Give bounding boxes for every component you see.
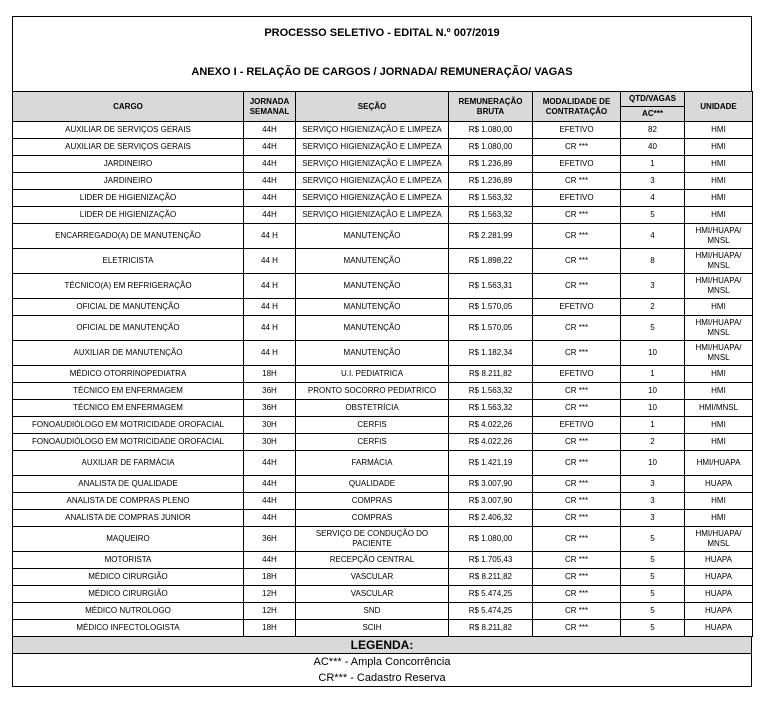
cell-cargo: JARDINEIRO — [13, 173, 244, 190]
cell-jornada: 44H — [244, 552, 296, 569]
cell-remuneracao: R$ 5.474,25 — [449, 586, 533, 603]
cell-qtd: 5 — [621, 620, 685, 637]
cell-qtd: 5 — [621, 552, 685, 569]
table-row — [13, 383, 753, 400]
cell-remuneracao: R$ 1.236,89 — [449, 173, 533, 190]
header-cargo: CARGO — [13, 92, 244, 122]
cell-remuneracao: R$ 3.007,90 — [449, 476, 533, 493]
cell-jornada: 30H — [244, 417, 296, 434]
cell-qtd: 10 — [621, 400, 685, 417]
cell-secao: SERVIÇO HIGIENIZAÇÃO E LIMPEZA — [296, 207, 449, 224]
cell-unidade: HMI — [685, 207, 753, 224]
cell-unidade: HMI — [685, 417, 753, 434]
cell-unidade: HUAPA — [685, 569, 753, 586]
cell-jornada: 44H — [244, 156, 296, 173]
cell-qtd: 3 — [621, 173, 685, 190]
cell-qtd: 1 — [621, 366, 685, 383]
header-modalidade: MODALIDADE DE CONTRATAÇÃO — [533, 92, 621, 122]
table-row — [13, 493, 753, 510]
cell-remuneracao: R$ 1.563,31 — [449, 274, 533, 299]
cell-jornada: 12H — [244, 586, 296, 603]
cell-cargo: ANALISTA DE COMPRAS JUNIOR — [13, 510, 244, 527]
cell-secao: CERFIS — [296, 434, 449, 451]
table-row — [13, 274, 753, 299]
cell-modalidade: CR *** — [533, 139, 621, 156]
cell-remuneracao: R$ 1.705,43 — [449, 552, 533, 569]
table-row — [13, 249, 753, 274]
table-row — [13, 510, 753, 527]
cell-remuneracao: R$ 1.563,32 — [449, 190, 533, 207]
cell-cargo: AUXILIAR DE SERVIÇOS GERAIS — [13, 122, 244, 139]
cell-secao: SERVIÇO HIGIENIZAÇÃO E LIMPEZA — [296, 139, 449, 156]
cell-cargo: MÉDICO NUTROLOGO — [13, 603, 244, 620]
table-row — [13, 224, 753, 249]
cell-secao: MANUTENÇÃO — [296, 249, 449, 274]
cell-unidade: HMI/HUAPA/ MNSL — [685, 316, 753, 341]
cell-secao: SERVIÇO HIGIENIZAÇÃO E LIMPEZA — [296, 156, 449, 173]
cell-remuneracao: R$ 1.080,00 — [449, 122, 533, 139]
header-ac: AC*** — [621, 107, 685, 122]
cell-qtd: 5 — [621, 207, 685, 224]
table-row — [13, 156, 753, 173]
cell-modalidade: CR *** — [533, 434, 621, 451]
cell-qtd: 1 — [621, 156, 685, 173]
cell-unidade: HMI — [685, 383, 753, 400]
cell-unidade: HMI — [685, 366, 753, 383]
cell-secao: VASCULAR — [296, 569, 449, 586]
cell-jornada: 44H — [244, 476, 296, 493]
cell-modalidade: CR *** — [533, 341, 621, 366]
cell-secao: OBSTETRÍCIA — [296, 400, 449, 417]
cell-unidade: HMI/HUAPA/ MNSL — [685, 274, 753, 299]
cell-modalidade: CR *** — [533, 249, 621, 274]
header-unidade: UNIDADE — [685, 92, 753, 122]
cell-jornada: 12H — [244, 603, 296, 620]
cell-secao: SND — [296, 603, 449, 620]
cell-jornada: 44 H — [244, 274, 296, 299]
cell-unidade: HMI/HUAPA/ MNSL — [685, 249, 753, 274]
table-row — [13, 476, 753, 493]
cell-jornada: 18H — [244, 620, 296, 637]
cell-modalidade: EFETIVO — [533, 156, 621, 173]
cell-jornada: 36H — [244, 383, 296, 400]
cell-modalidade: EFETIVO — [533, 366, 621, 383]
cell-jornada: 44 H — [244, 341, 296, 366]
cell-jornada: 44 H — [244, 316, 296, 341]
document — [12, 16, 752, 687]
table-row — [13, 620, 753, 637]
legend — [12, 637, 752, 687]
legend-item-ac: AC*** - Ampla Concorrência — [313, 656, 451, 668]
table-row — [13, 569, 753, 586]
cell-qtd: 4 — [621, 190, 685, 207]
cell-cargo: AUXILIAR DE SERVIÇOS GERAIS — [13, 139, 244, 156]
cell-qtd: 2 — [621, 434, 685, 451]
cell-remuneracao: R$ 1.570,05 — [449, 299, 533, 316]
cell-qtd: 4 — [621, 224, 685, 249]
cell-unidade: HMI — [685, 122, 753, 139]
table-row — [13, 139, 753, 156]
cell-secao: SERVIÇO HIGIENIZAÇÃO E LIMPEZA — [296, 122, 449, 139]
cell-unidade: HMI — [685, 510, 753, 527]
cell-jornada: 44H — [244, 173, 296, 190]
cell-unidade: HUAPA — [685, 603, 753, 620]
cell-jornada: 44 H — [244, 249, 296, 274]
table-row — [13, 400, 753, 417]
cell-cargo: MÉDICO CIRURGIÃO — [13, 586, 244, 603]
cell-qtd: 1 — [621, 417, 685, 434]
cell-cargo: AUXILIAR DE FARMÁCIA — [13, 451, 244, 476]
cell-qtd: 10 — [621, 341, 685, 366]
cell-cargo: ANALISTA DE COMPRAS PLENO — [13, 493, 244, 510]
cell-cargo: FONOAUDIÓLOGO EM MOTRICIDADE OROFACIAL — [13, 417, 244, 434]
cell-jornada: 36H — [244, 527, 296, 552]
cell-modalidade: EFETIVO — [533, 122, 621, 139]
table-row — [13, 451, 753, 476]
cell-cargo: OFICIAL DE MANUTENÇÃO — [13, 299, 244, 316]
table-row — [13, 366, 753, 383]
cell-remuneracao: R$ 1.080,00 — [449, 527, 533, 552]
cell-modalidade: CR *** — [533, 493, 621, 510]
cell-jornada: 44H — [244, 207, 296, 224]
cell-unidade: HMI — [685, 299, 753, 316]
cell-qtd: 5 — [621, 316, 685, 341]
cell-unidade: HMI — [685, 139, 753, 156]
cell-secao: MANUTENÇÃO — [296, 274, 449, 299]
cell-secao: SERVIÇO DE CONDUÇÃO DO PACIENTE — [296, 527, 449, 552]
cell-jornada: 44 H — [244, 224, 296, 249]
cell-qtd: 40 — [621, 139, 685, 156]
cell-remuneracao: R$ 5.474,25 — [449, 603, 533, 620]
cell-unidade: HMI/HUAPA/ MNSL — [685, 341, 753, 366]
cell-secao: SERVIÇO HIGIENIZAÇÃO E LIMPEZA — [296, 173, 449, 190]
cell-jornada: 44H — [244, 122, 296, 139]
table-row — [13, 417, 753, 434]
positions-table — [12, 91, 753, 637]
document-title: PROCESSO SELETIVO - EDITAL N.º 007/2019 — [264, 27, 500, 39]
cell-cargo: MÉDICO INFECTOLOGISTA — [13, 620, 244, 637]
cell-qtd: 10 — [621, 383, 685, 400]
header-jornada: JORNADA SEMANAL — [244, 92, 296, 122]
cell-modalidade: CR *** — [533, 569, 621, 586]
cell-secao: FARMÁCIA — [296, 451, 449, 476]
cell-modalidade: EFETIVO — [533, 190, 621, 207]
cell-remuneracao: R$ 1.182,34 — [449, 341, 533, 366]
cell-secao: QUALIDADE — [296, 476, 449, 493]
table-row — [13, 122, 753, 139]
cell-unidade: HMI/HUAPA — [685, 451, 753, 476]
cell-jornada: 44H — [244, 190, 296, 207]
cell-remuneracao: R$ 1.570,05 — [449, 316, 533, 341]
cell-jornada: 44H — [244, 451, 296, 476]
cell-unidade: HMI/HUAPA/ MNSL — [685, 224, 753, 249]
cell-remuneracao: R$ 1.080,00 — [449, 139, 533, 156]
header-remuneracao: REMUNERAÇÃO BRUTA — [449, 92, 533, 122]
cell-cargo: MOTORISTA — [13, 552, 244, 569]
table-row — [13, 316, 753, 341]
cell-cargo: ELETRICISTA — [13, 249, 244, 274]
cell-remuneracao: R$ 8.211,82 — [449, 569, 533, 586]
cell-qtd: 10 — [621, 451, 685, 476]
cell-jornada: 18H — [244, 366, 296, 383]
title-block — [12, 16, 752, 91]
cell-remuneracao: R$ 1.563,32 — [449, 383, 533, 400]
table-row — [13, 434, 753, 451]
cell-cargo: MÉDICO OTORRINOPEDIATRA — [13, 366, 244, 383]
cell-cargo: FONOAUDIÓLOGO EM MOTRICIDADE OROFACIAL — [13, 434, 244, 451]
table-row — [13, 527, 753, 552]
cell-modalidade: EFETIVO — [533, 299, 621, 316]
cell-secao: CERFIS — [296, 417, 449, 434]
cell-cargo: TÉCNICO EM ENFERMAGEM — [13, 400, 244, 417]
cell-secao: VASCULAR — [296, 586, 449, 603]
cell-qtd: 5 — [621, 586, 685, 603]
cell-secao: U.I. PEDIATRICA — [296, 366, 449, 383]
cell-qtd: 3 — [621, 274, 685, 299]
cell-qtd: 5 — [621, 569, 685, 586]
cell-unidade: HUAPA — [685, 476, 753, 493]
cell-remuneracao: R$ 1.421,19 — [449, 451, 533, 476]
cell-secao: MANUTENÇÃO — [296, 224, 449, 249]
cell-remuneracao: R$ 8.211,82 — [449, 620, 533, 637]
cell-unidade: HMI — [685, 156, 753, 173]
cell-cargo: LIDER DE HIGIENIZAÇÃO — [13, 190, 244, 207]
cell-qtd: 5 — [621, 527, 685, 552]
cell-modalidade: CR *** — [533, 476, 621, 493]
cell-unidade: HMI — [685, 434, 753, 451]
cell-remuneracao: R$ 1.898,22 — [449, 249, 533, 274]
cell-unidade: HMI/HUAPA/ MNSL — [685, 527, 753, 552]
cell-cargo: ANALISTA DE QUALIDADE — [13, 476, 244, 493]
table-row — [13, 190, 753, 207]
cell-secao: RECEPÇÃO CENTRAL — [296, 552, 449, 569]
cell-qtd: 2 — [621, 299, 685, 316]
table-row — [13, 586, 753, 603]
cell-remuneracao: R$ 3.007,90 — [449, 493, 533, 510]
cell-remuneracao: R$ 1.563,32 — [449, 400, 533, 417]
cell-qtd: 82 — [621, 122, 685, 139]
table-row — [13, 552, 753, 569]
cell-modalidade: CR *** — [533, 620, 621, 637]
cell-cargo: TÉCNICO EM ENFERMAGEM — [13, 383, 244, 400]
cell-jornada: 30H — [244, 434, 296, 451]
cell-modalidade: CR *** — [533, 274, 621, 299]
header-secao: SEÇÃO — [296, 92, 449, 122]
cell-cargo: AUXILIAR DE MANUTENÇÃO — [13, 341, 244, 366]
cell-remuneracao: R$ 2.406,32 — [449, 510, 533, 527]
cell-unidade: HMI/MNSL — [685, 400, 753, 417]
cell-modalidade: CR *** — [533, 207, 621, 224]
cell-cargo: MÉDICO CIRURGIÃO — [13, 569, 244, 586]
cell-qtd: 8 — [621, 249, 685, 274]
cell-modalidade: CR *** — [533, 173, 621, 190]
cell-modalidade: CR *** — [533, 383, 621, 400]
cell-secao: COMPRAS — [296, 510, 449, 527]
legend-item-cr: CR*** - Cadastro Reserva — [318, 672, 446, 684]
cell-cargo: TÉCNICO(A) EM REFRIGERAÇÃO — [13, 274, 244, 299]
cell-remuneracao: R$ 1.236,89 — [449, 156, 533, 173]
cell-secao: MANUTENÇÃO — [296, 299, 449, 316]
cell-unidade: HUAPA — [685, 586, 753, 603]
cell-modalidade: CR *** — [533, 586, 621, 603]
table-body — [13, 122, 753, 637]
cell-modalidade: EFETIVO — [533, 417, 621, 434]
cell-jornada: 44H — [244, 510, 296, 527]
cell-secao: SERVIÇO HIGIENIZAÇÃO E LIMPEZA — [296, 190, 449, 207]
cell-remuneracao: R$ 8.211,82 — [449, 366, 533, 383]
cell-remuneracao: R$ 4.022,26 — [449, 434, 533, 451]
table-row — [13, 207, 753, 224]
cell-cargo: LIDER DE HIGIENIZAÇÃO — [13, 207, 244, 224]
legend-title: LEGENDA: — [13, 637, 751, 654]
cell-remuneracao: R$ 1.563,32 — [449, 207, 533, 224]
cell-cargo: ENCARREGADO(A) DE MANUTENÇÃO — [13, 224, 244, 249]
cell-secao: SCIH — [296, 620, 449, 637]
cell-unidade: HMI — [685, 190, 753, 207]
table-row — [13, 173, 753, 190]
cell-jornada: 44H — [244, 139, 296, 156]
cell-modalidade: CR *** — [533, 552, 621, 569]
cell-remuneracao: R$ 2.281,99 — [449, 224, 533, 249]
cell-cargo: JARDINEIRO — [13, 156, 244, 173]
cell-modalidade: CR *** — [533, 451, 621, 476]
cell-modalidade: CR *** — [533, 603, 621, 620]
cell-jornada: 18H — [244, 569, 296, 586]
cell-jornada: 36H — [244, 400, 296, 417]
cell-unidade: HMI — [685, 173, 753, 190]
cell-modalidade: CR *** — [533, 510, 621, 527]
cell-secao: COMPRAS — [296, 493, 449, 510]
cell-unidade: HMI — [685, 493, 753, 510]
cell-qtd: 3 — [621, 476, 685, 493]
cell-cargo: OFICIAL DE MANUTENÇÃO — [13, 316, 244, 341]
cell-qtd: 3 — [621, 493, 685, 510]
header-qtd-vagas: QTD/VAGAS — [621, 92, 685, 107]
cell-modalidade: CR *** — [533, 316, 621, 341]
table-row — [13, 341, 753, 366]
cell-modalidade: CR *** — [533, 400, 621, 417]
table-row — [13, 299, 753, 316]
cell-modalidade: CR *** — [533, 224, 621, 249]
cell-secao: MANUTENÇÃO — [296, 316, 449, 341]
cell-unidade: HUAPA — [685, 552, 753, 569]
cell-qtd: 3 — [621, 510, 685, 527]
table-row — [13, 603, 753, 620]
cell-secao: PRONTO SOCORRO PEDIATRICO — [296, 383, 449, 400]
cell-secao: MANUTENÇÃO — [296, 341, 449, 366]
cell-jornada: 44 H — [244, 299, 296, 316]
cell-unidade: HUAPA — [685, 620, 753, 637]
cell-qtd: 5 — [621, 603, 685, 620]
cell-modalidade: CR *** — [533, 527, 621, 552]
document-subtitle: ANEXO I - RELAÇÃO DE CARGOS / JORNADA/ REMUNERAÇÃO/ VAGAS — [191, 66, 573, 78]
cell-jornada: 44H — [244, 493, 296, 510]
cell-cargo: MAQUEIRO — [13, 527, 244, 552]
cell-remuneracao: R$ 4.022,26 — [449, 417, 533, 434]
